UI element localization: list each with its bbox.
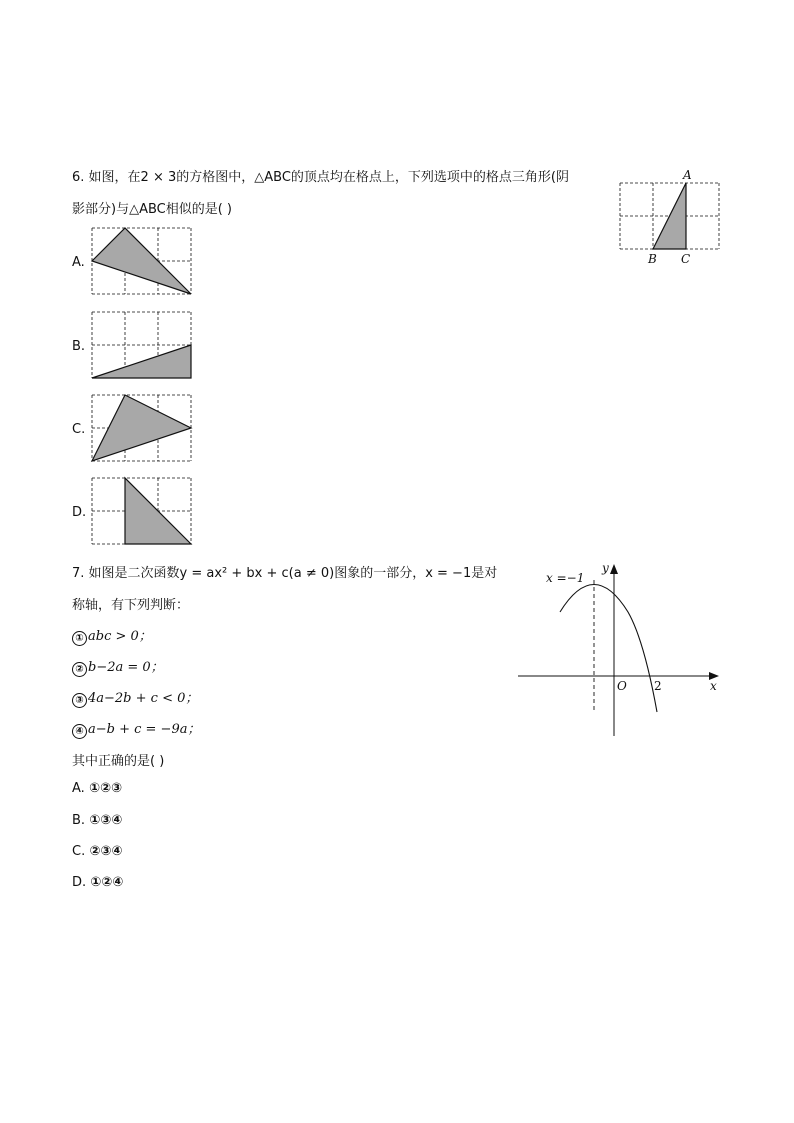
q7-choice-b <box>72 813 122 828</box>
label-b: B <box>648 252 657 266</box>
q6-stem-line2: 影部分)与△ABC相似的是( ) <box>72 202 233 217</box>
q7-parabola-graph <box>516 560 726 740</box>
q7-choice-d <box>72 875 123 890</box>
judgment-text: 4a−2b + c < 0； <box>88 691 199 706</box>
q7-choice-a <box>72 781 122 796</box>
q7-choice-c <box>72 844 122 859</box>
q7-stem-line2: 称轴，有下列判断： <box>72 598 190 613</box>
circled-number: ③ <box>72 693 87 708</box>
choice-letter: A. <box>72 781 85 796</box>
q6-option-a-figure <box>92 228 192 295</box>
root-label: 2 <box>654 679 662 693</box>
parabola-curve <box>560 585 657 713</box>
q6-option-b-figure <box>92 312 192 379</box>
q7-judgment-3 <box>72 687 198 708</box>
q7-stem-line1: 7. 如图是二次函数y = ax² + bx + c(a ≠ 0)图象的一部分，x = −1是对 <box>72 566 498 581</box>
choice-letter: D. <box>72 875 87 890</box>
choice-letter: C. <box>72 844 86 859</box>
q7-judgment-2 <box>72 656 164 677</box>
label-a: A <box>683 168 692 182</box>
q7-question: 其中正确的是( ) <box>72 754 165 769</box>
judgment-text: abc > 0； <box>88 629 152 644</box>
origin-label: O <box>617 679 627 693</box>
q6-option-a-label: A. <box>72 255 85 270</box>
q6-option-d-label: D. <box>72 505 87 520</box>
x-label: x <box>710 679 717 693</box>
circled-number: ④ <box>72 724 87 739</box>
q6-reference-figure <box>620 168 724 268</box>
symmetry-label: x =−1 <box>546 571 585 585</box>
choice-marks: ①②④ <box>90 875 124 890</box>
q6-option-c-figure <box>92 395 192 462</box>
q6-option-c-label: C. <box>72 422 86 437</box>
y-axis-arrow-icon <box>610 564 618 574</box>
circled-number: ① <box>72 631 87 646</box>
q7-judgment-4 <box>72 718 200 739</box>
circled-number: ② <box>72 662 87 677</box>
q6-option-d-figure <box>92 478 192 545</box>
judgment-text: b−2a = 0； <box>88 660 164 675</box>
q6-option-b-label: B. <box>72 339 86 354</box>
choice-marks: ①②③ <box>88 781 122 796</box>
label-c: C <box>681 252 691 266</box>
y-label: y <box>602 561 609 575</box>
judgment-text: a−b + c = −9a； <box>88 722 201 737</box>
q7-judgment-1 <box>72 625 152 646</box>
choice-letter: B. <box>72 813 86 828</box>
choice-marks: ②③④ <box>89 844 123 859</box>
q6-stem-line1: 6. 如图，在2 × 3的方格图中，△ABC的顶点均在格点上，下列选项中的格点三角形(阴 <box>72 170 569 185</box>
choice-marks: ①③④ <box>89 813 123 828</box>
